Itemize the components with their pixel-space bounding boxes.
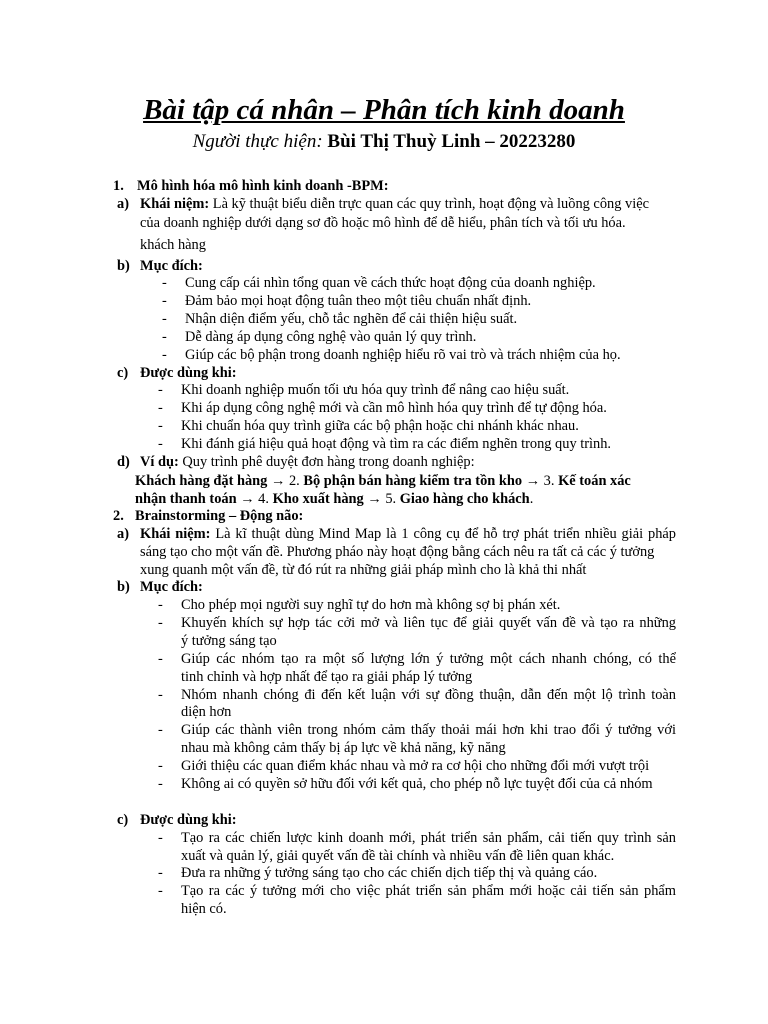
bullet-dash: - <box>158 883 163 899</box>
s1b-label: Mục đích: <box>140 258 203 274</box>
s1c-marker: c) <box>117 365 129 381</box>
list-item: Khuyến khích sự hợp tác cởi mở và liên tục để giải quyết vấn đề và tạo ra những <box>181 615 676 631</box>
list-item: Khi doanh nghiệp muốn tối ưu hóa quy trình để nâng cao hiệu suất. <box>181 382 570 398</box>
list-item: Giới thiệu các quan điểm khác nhau và mở ra cơ hội cho những đổi mới vượt trội <box>181 758 650 774</box>
list-item: Khi đánh giá hiệu quả hoạt động và tìm ra các điểm nghẽn trong quy trình. <box>181 436 612 452</box>
s1a-text-1: Là kỹ thuật biểu diễn trực quan các quy trình, hoạt động và luồng công việc <box>212 196 649 212</box>
author-name: Bùi Thị Thuỳ Linh – 20223280 <box>327 131 576 152</box>
process-end: . <box>529 491 534 507</box>
list-item: Cung cấp cái nhìn tổng quan về cách thức hoạt động của doanh nghiệp. <box>185 275 596 291</box>
bullet-dash: - <box>158 597 163 613</box>
list-item: Đưa ra những ý tưởng sáng tạo cho các chiến dịch tiếp thị và quảng cáo. <box>181 865 598 881</box>
s1a-marker: a) <box>117 196 129 212</box>
s2a-line-1 <box>140 525 676 543</box>
list-item: Giúp các bộ phận trong doanh nghiệp hiểu rõ vai trò và trách nhiệm của họ. <box>185 347 621 363</box>
s2a-line-3: xung quanh một vấn đề, từ đó rút ra những giải pháp mình cho là khả thi nhất <box>140 562 587 578</box>
s1d-line-1 <box>140 453 475 471</box>
list-item: Nhận diện điểm yếu, chỗ tắc nghẽn để cải thiện hiệu suất. <box>185 311 518 327</box>
list-item-cont: xuất và quản lý, giải quyết vấn đề tài chính và nhiều vấn đề liên quan khác. <box>181 848 615 864</box>
s2b-marker: b) <box>117 579 130 595</box>
process-step-1: Khách hàng đặt hàng <box>135 473 268 489</box>
list-item: Tạo ra các chiến lược kinh doanh mới, phát triển sản phẩm, cải tiến quy trình sản <box>181 830 676 846</box>
bullet-dash: - <box>158 418 163 434</box>
process-connector: → 2. <box>267 473 304 489</box>
section-2-heading: Brainstorming – Động não: <box>135 508 304 524</box>
bullet-dash: - <box>158 722 163 738</box>
list-item-cont: hiện có. <box>181 901 227 917</box>
process-step-4: Kho xuất hàng <box>272 491 364 507</box>
list-item: Cho phép mọi người suy nghĩ tự do hơn mà không sợ bị phán xét. <box>181 597 561 613</box>
author-label: Người thực hiện: <box>192 131 323 152</box>
list-item: Đảm bảo mọi hoạt động tuân theo một tiêu chuẩn nhất định. <box>185 293 532 309</box>
list-item-cont: ý tưởng sáng tạo <box>181 633 277 649</box>
process-step-2: Bộ phận bán hàng kiểm tra tồn kho <box>303 473 523 489</box>
s1a-label: Khái niệm: <box>140 196 210 212</box>
section-2-number: 2. <box>113 508 124 524</box>
s1c-label: Được dùng khi: <box>140 365 237 381</box>
section-1-number: 1. <box>113 178 124 194</box>
list-item-cont: tinh chỉnh và hợp nhất để tạo ra giải pháp lý tưởng <box>181 669 473 685</box>
process-step-3: Kế toán xác <box>558 473 631 489</box>
bullet-dash: - <box>158 400 163 416</box>
s2c-label: Được dùng khi: <box>140 812 237 828</box>
process-step-5: Giao hàng cho khách <box>399 491 530 507</box>
process-step-3-cont: nhận thanh toán <box>135 491 237 507</box>
bullet-dash: - <box>162 329 167 345</box>
list-item: Khi áp dụng công nghệ mới và cần mô hình hóa quy trình để tự động hóa. <box>181 400 607 416</box>
s1a-line-1 <box>140 195 649 213</box>
s1d-process-line-2 <box>135 490 533 508</box>
bullet-dash: - <box>162 293 167 309</box>
process-connector: → 5. <box>363 491 400 507</box>
s1d-intro: Quy trình phê duyệt đơn hàng trong doanh nghiệp: <box>182 454 475 470</box>
bullet-dash: - <box>158 758 163 774</box>
list-item-cont: nhau mà không cảm thấy bị áp lực về khả năng, kỹ năng <box>181 740 506 756</box>
author-line <box>0 129 768 155</box>
bullet-dash: - <box>162 311 167 327</box>
bullet-dash: - <box>162 275 167 291</box>
bullet-dash: - <box>158 436 163 452</box>
list-item: Nhóm nhanh chóng đi đến kết luận với sự đồng thuận, dẫn đến một lộ trình toàn <box>181 687 676 703</box>
list-item: Không ai có quyền sở hữu đối với kết quả, cho phép nỗ lực tuyệt đối của cả nhóm <box>181 776 653 792</box>
process-connector: → 4. <box>236 491 273 507</box>
bullet-dash: - <box>158 830 163 846</box>
bullet-dash: - <box>162 347 167 363</box>
s1b-marker: b) <box>117 258 130 274</box>
s1d-marker: d) <box>117 454 130 470</box>
s1d-label: Ví dụ: <box>140 454 179 470</box>
s2c-marker: c) <box>117 812 129 828</box>
document-title: Bài tập cá nhân – Phân tích kinh doanh <box>143 94 625 126</box>
s1a-line-2: của doanh nghiệp dưới dạng sơ đồ hoặc mô hình để dễ hiểu, phân tích và tối ưu hóa. <box>140 215 626 231</box>
list-item: Dễ dàng áp dụng công nghệ vào quản lý quy trình. <box>185 329 477 345</box>
bullet-dash: - <box>158 615 163 631</box>
bullet-dash: - <box>158 687 163 703</box>
list-item: Khi chuẩn hóa quy trình giữa các bộ phận hoặc chi nhánh khác nhau. <box>181 418 579 434</box>
bullet-dash: - <box>158 651 163 667</box>
s2a-line-2: sáng tạo cho một vấn đề. Phương pháo này hoạt động bằng cách nêu ra tất cả các ý tưởng <box>140 544 655 560</box>
s2a-text-1: Là kĩ thuật dùng Mind Map là 1 công cụ để hỗ trợ phát triển nhiều giải pháp <box>215 526 676 542</box>
list-item: Giúp các thành viên trong nhóm cảm thấy thoải mái hơn khi trao đổi ý tưởng với <box>181 722 676 738</box>
bullet-dash: - <box>158 776 163 792</box>
s1a-line-3: khách hàng <box>140 237 206 253</box>
s2a-marker: a) <box>117 526 129 542</box>
process-connector: → 3. <box>522 473 559 489</box>
bullet-dash: - <box>158 382 163 398</box>
list-item-cont: diện hơn <box>181 704 232 720</box>
section-1-heading: Mô hình hóa mô hình kinh doanh -BPM: <box>137 178 389 194</box>
s2b-label: Mục đích: <box>140 579 203 595</box>
s1d-process-line-1 <box>135 472 631 490</box>
s2a-label: Khái niệm: <box>140 526 211 542</box>
list-item: Tạo ra các ý tưởng mới cho việc phát triển sản phẩm mới hoặc cải tiến sản phẩm <box>181 883 676 899</box>
bullet-dash: - <box>158 865 163 881</box>
list-item: Giúp các nhóm tạo ra một số lượng lớn ý tưởng một cách nhanh chóng, có thể <box>181 651 676 667</box>
